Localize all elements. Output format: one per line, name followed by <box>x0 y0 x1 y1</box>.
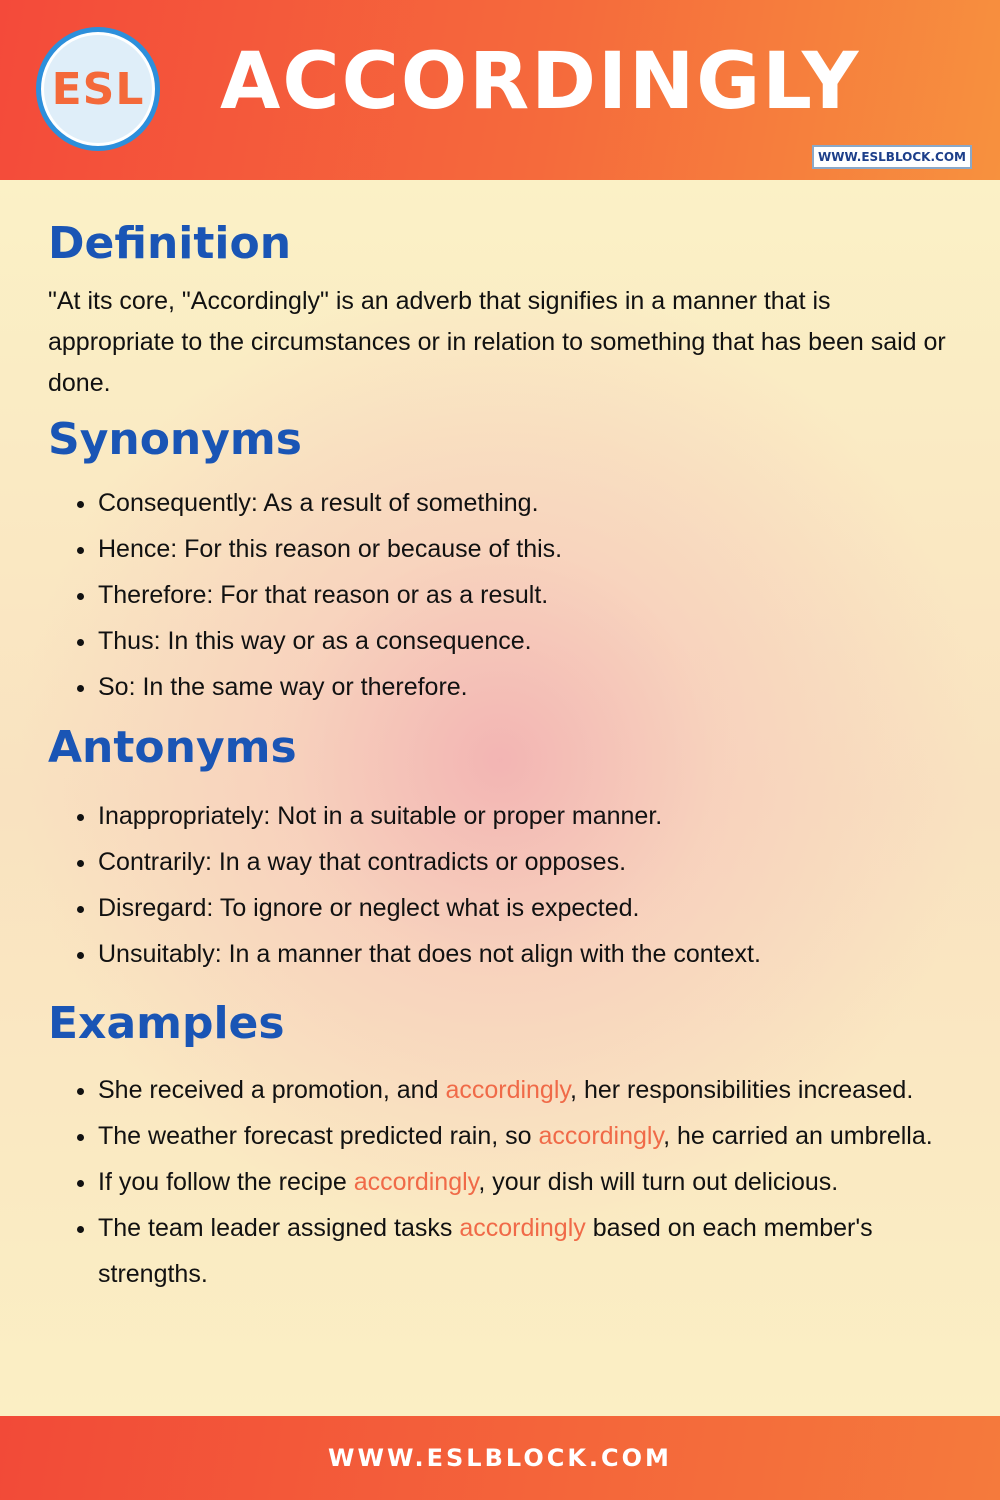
example-text: The weather forecast predicted rain, so <box>98 1122 539 1150</box>
synonym-item: • Consequently: As a result of something. <box>98 480 978 526</box>
synonym-item: • So: In the same way or therefore. <box>98 664 978 710</box>
website-badge[interactable]: WWW.ESLBLOCK.COM <box>812 145 972 169</box>
definition-heading: Definition <box>48 218 292 269</box>
example-item <box>98 1067 978 1113</box>
example-text: She received a promotion, and <box>98 1076 446 1104</box>
content-area <box>0 180 1000 1416</box>
header-banner <box>0 0 1000 180</box>
synonym-item: • Hence: For this reason or because of this. <box>98 526 978 572</box>
synonym-item: • Thus: In this way or as a consequence. <box>98 618 978 664</box>
example-text: , her responsibilities increased. <box>570 1076 914 1104</box>
definition-text: "At its core, "Accordingly" is an adverb that signifies in a manner that is appropriate to the circumstances or in relation to something that has been said or done. <box>48 287 946 397</box>
synonym-item: • Therefore: For that reason or as a result. <box>98 572 978 618</box>
esl-logo <box>36 27 160 151</box>
example-item <box>98 1159 978 1205</box>
logo-text: ESL <box>51 63 145 115</box>
antonym-item: • Contrarily: In a way that contradicts or opposes. <box>98 839 978 885</box>
antonym-item: • Inappropriately: Not in a suitable or proper manner. <box>98 793 978 839</box>
example-item <box>98 1113 978 1159</box>
antonyms-heading: Antonyms <box>48 722 297 773</box>
example-highlight: accordingly <box>353 1168 479 1196</box>
page-title: ACCORDINGLY <box>220 37 861 127</box>
examples-list <box>48 1067 978 1297</box>
footer-url[interactable]: WWW.ESLBLOCK.COM <box>328 1444 672 1472</box>
example-item <box>98 1205 978 1297</box>
example-text: , he carried an umbrella. <box>663 1122 933 1150</box>
example-highlight: accordingly <box>445 1076 571 1104</box>
examples-heading: Examples <box>48 998 285 1049</box>
example-highlight: accordingly <box>538 1122 664 1150</box>
antonym-item: • Disregard: To ignore or neglect what is expected. <box>98 885 978 931</box>
example-text: If you follow the recipe <box>98 1168 354 1196</box>
example-text: , your dish will turn out delicious. <box>478 1168 839 1196</box>
example-text: The team leader assigned tasks <box>98 1214 460 1242</box>
antonym-item: • Unsuitably: In a manner that does not align with the context. <box>98 931 978 977</box>
example-highlight: accordingly <box>459 1214 586 1242</box>
antonyms-list <box>48 793 978 977</box>
example-text: based on each member's strengths. <box>98 1214 873 1288</box>
synonyms-heading: Synonyms <box>48 414 302 465</box>
synonyms-list <box>48 480 978 710</box>
footer-banner <box>0 1416 1000 1500</box>
